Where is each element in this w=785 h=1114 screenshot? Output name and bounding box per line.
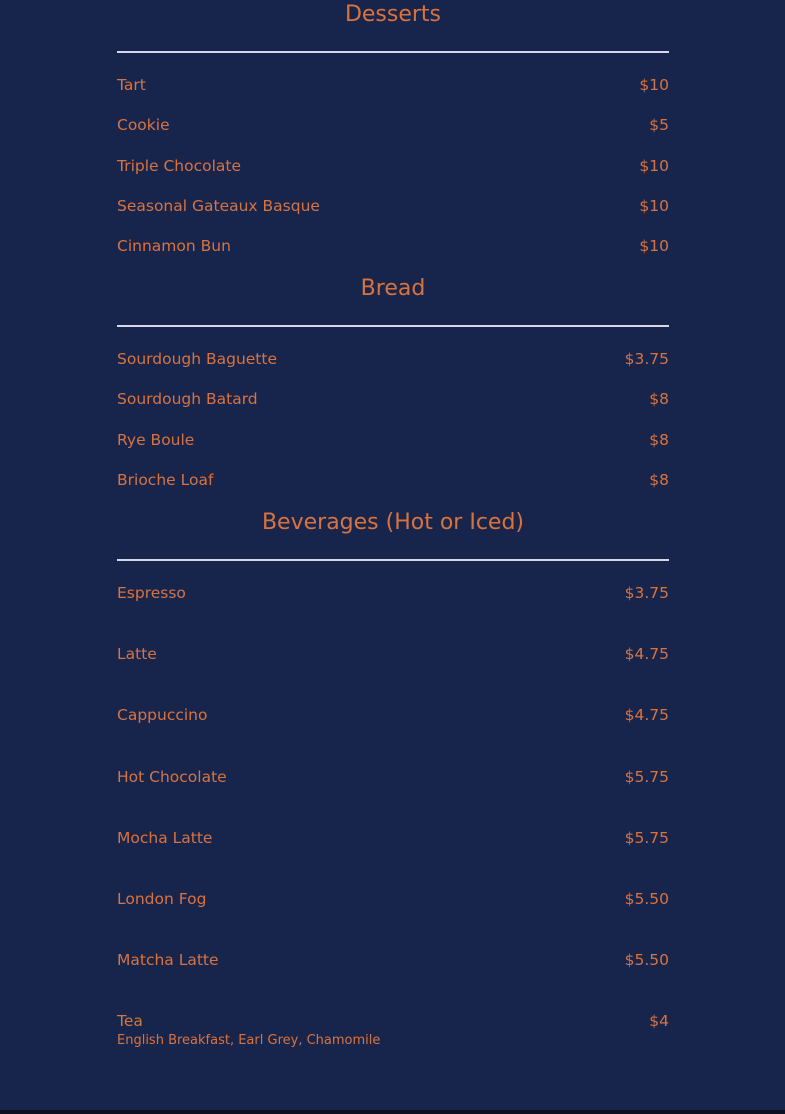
item-price: $10 bbox=[639, 76, 669, 94]
section-title: Beverages (Hot or Iced) bbox=[261, 510, 525, 535]
item-description: English Breakfast, Earl Grey, Chamomile bbox=[117, 1033, 381, 1048]
section-beverages bbox=[117, 508, 669, 1068]
section-divider bbox=[117, 51, 669, 53]
item-price: $10 bbox=[639, 237, 669, 255]
item-price: $10 bbox=[639, 197, 669, 215]
item-name: Rye Boule bbox=[117, 431, 195, 449]
item-name: London Fog bbox=[117, 890, 207, 908]
item-price: $8 bbox=[649, 390, 669, 408]
item-name: Brioche Loaf bbox=[117, 471, 214, 489]
menu-item bbox=[117, 828, 669, 852]
section-title: Desserts bbox=[344, 2, 442, 27]
item-price: $5.50 bbox=[624, 890, 669, 908]
menu-item bbox=[117, 705, 669, 729]
section-title: Bread bbox=[360, 276, 426, 301]
item-price: $3.75 bbox=[624, 350, 669, 368]
item-price: $10 bbox=[639, 157, 669, 175]
page-bottom-edge bbox=[0, 1110, 785, 1114]
menu-item bbox=[117, 389, 669, 413]
item-name: Hot Chocolate bbox=[117, 768, 227, 786]
item-price: $5.75 bbox=[624, 768, 669, 786]
menu-item bbox=[117, 236, 669, 260]
item-price: $5.50 bbox=[624, 951, 669, 969]
item-name: Matcha Latte bbox=[117, 951, 219, 969]
item-name: Seasonal Gateaux Basque bbox=[117, 197, 320, 215]
item-name: Triple Chocolate bbox=[117, 157, 242, 175]
menu-item bbox=[117, 470, 669, 494]
item-price: $4.75 bbox=[624, 706, 669, 724]
menu-item bbox=[117, 767, 669, 791]
item-name: Latte bbox=[117, 645, 157, 663]
item-name: Sourdough Batard bbox=[117, 390, 258, 408]
item-price: $8 bbox=[649, 471, 669, 489]
menu-item bbox=[117, 583, 669, 607]
menu-item bbox=[117, 349, 669, 373]
section-divider bbox=[117, 325, 669, 327]
item-price: $3.75 bbox=[624, 584, 669, 602]
item-name: Cinnamon Bun bbox=[117, 237, 231, 255]
item-name: Cappuccino bbox=[117, 706, 208, 724]
item-price: $8 bbox=[649, 431, 669, 449]
menu-item bbox=[117, 75, 669, 99]
item-name: Espresso bbox=[117, 584, 186, 602]
item-price: $5 bbox=[649, 116, 669, 134]
item-name: Mocha Latte bbox=[117, 829, 213, 847]
menu-item bbox=[117, 196, 669, 220]
item-name: Tea bbox=[117, 1012, 143, 1030]
menu-item bbox=[117, 430, 669, 454]
menu-item bbox=[117, 1011, 669, 1055]
item-name: Tart bbox=[117, 76, 146, 94]
section-divider bbox=[117, 559, 669, 561]
menu-item bbox=[117, 950, 669, 974]
section-bread bbox=[117, 274, 669, 494]
menu-item bbox=[117, 115, 669, 139]
item-price: $4.75 bbox=[624, 645, 669, 663]
menu-item bbox=[117, 156, 669, 180]
menu-item bbox=[117, 889, 669, 913]
item-price: $4 bbox=[649, 1012, 669, 1030]
item-name: Cookie bbox=[117, 116, 170, 134]
menu-item bbox=[117, 644, 669, 668]
item-price: $5.75 bbox=[624, 829, 669, 847]
section-desserts bbox=[117, 0, 669, 260]
item-name: Sourdough Baguette bbox=[117, 350, 278, 368]
